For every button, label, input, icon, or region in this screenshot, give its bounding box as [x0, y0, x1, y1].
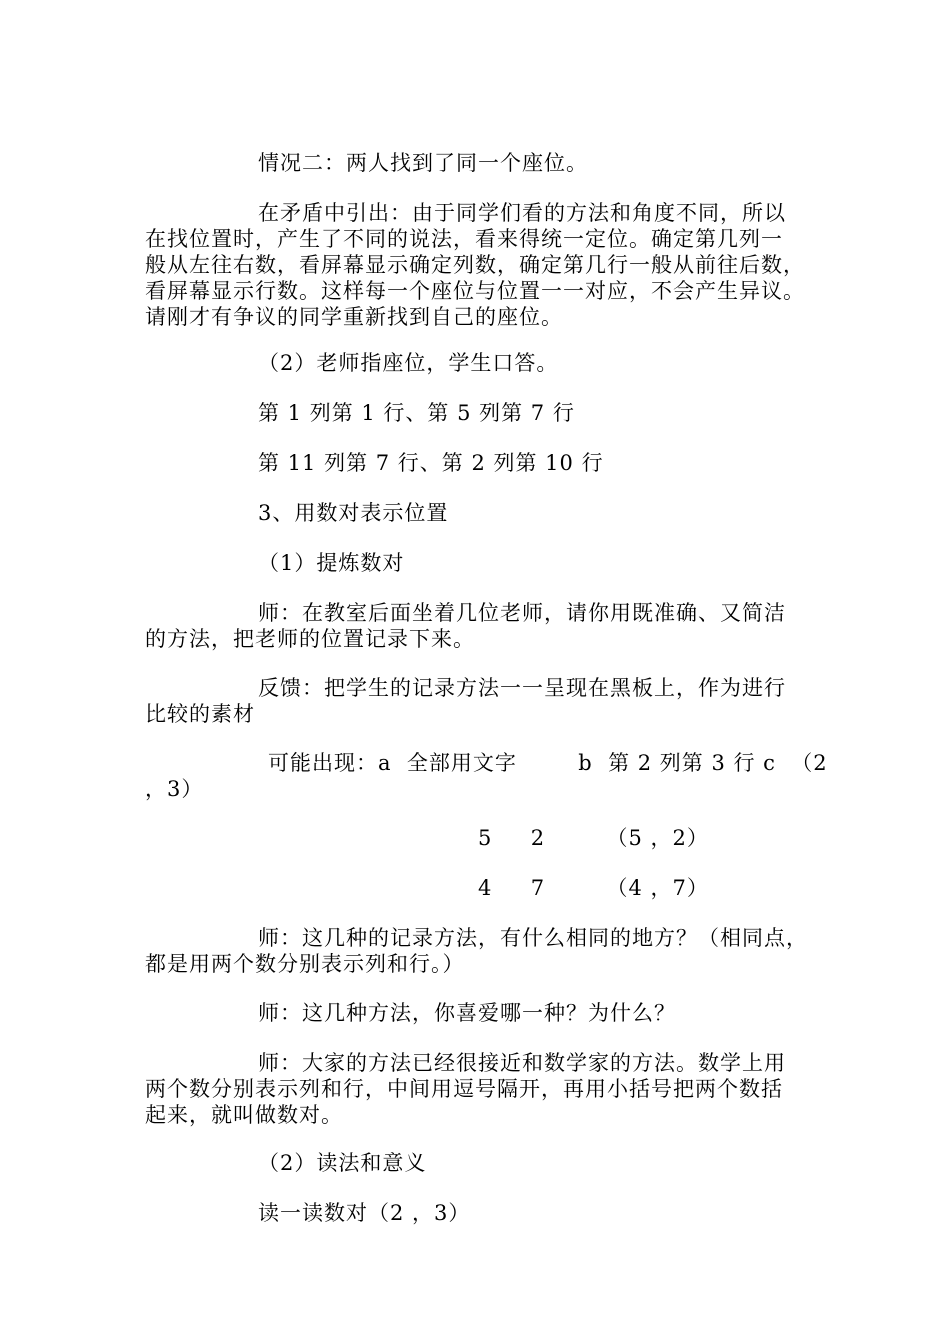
paragraph-line: 两个数分别表示列和行，中间用逗号隔开，再用小括号把两个数括	[145, 1077, 783, 1101]
subsection-heading-2: （2）读法和意义	[258, 1151, 427, 1175]
paragraph-line: 师：这几种的记录方法，有什么相同的地方？（相同点，	[258, 926, 808, 950]
paragraph-same-point	[145, 925, 808, 977]
paragraph-line: 在找位置时，产生了不同的说法，看来得统一定位。确定第几列一	[145, 227, 783, 251]
paragraph-which-method: 师：这几种方法，你喜爱哪一种？为什么？	[258, 1001, 676, 1025]
paragraph-line: 起来，就叫做数对。	[145, 1103, 343, 1127]
paragraph-line: 请刚才有争议的同学重新找到自己的座位。	[145, 305, 563, 329]
record-row-2: 4 7 （4 ，7）	[478, 876, 709, 900]
paragraph-line: 的方法，把老师的位置记录下来。	[145, 627, 475, 651]
paragraph-line: 师：大家的方法已经很接近和数学家的方法。数学上用	[258, 1051, 786, 1075]
paragraph-line: 看屏幕显示行数。这样每一个座位与位置一一对应，不会产生异议。	[145, 279, 805, 303]
paragraph-line: 师：在教室后面坐着几位老师，请你用既准确、又简洁	[258, 601, 786, 625]
paragraph-possible	[145, 750, 828, 802]
paragraph-line: 般从左往右数，看屏幕显示确定列数，确定第几行一般从前往后数，	[145, 253, 805, 277]
paragraph-line: 都是用两个数分别表示列和行。）	[145, 952, 465, 976]
paragraph-teacher-points: （2）老师指座位，学生口答。	[258, 351, 559, 375]
paragraph-situation-two: 情况二：两人找到了同一个座位。	[258, 151, 588, 175]
paragraph-line: ，3）	[145, 777, 204, 801]
paragraph-line: 比较的素材	[145, 702, 255, 726]
paragraph-line: 反馈：把学生的记录方法一一呈现在黑板上，作为进行	[258, 676, 786, 700]
paragraph-line: 在矛盾中引出：由于同学们看的方法和角度不同，所以	[258, 201, 786, 225]
paragraph-line: 可能出现：a 全部用文字 b 第 2 列第 3 行 c （2	[268, 751, 828, 775]
paragraph-feedback	[145, 675, 786, 727]
paragraph-conflict	[145, 200, 805, 330]
subsection-heading: （1）提炼数对	[258, 551, 405, 575]
paragraph-teacher-record	[145, 600, 786, 652]
record-row-1: 5 2 （5 ，2）	[478, 826, 709, 850]
paragraph-example-2: 第 11 列第 7 行、第 2 列第 10 行	[258, 451, 604, 475]
paragraph-read-pair: 读一读数对（2 ，3）	[258, 1201, 471, 1225]
paragraph-number-pair	[145, 1050, 786, 1128]
section-heading: 3、用数对表示位置	[258, 501, 449, 525]
paragraph-example-1: 第 1 列第 1 行、第 5 列第 7 行	[258, 401, 575, 425]
